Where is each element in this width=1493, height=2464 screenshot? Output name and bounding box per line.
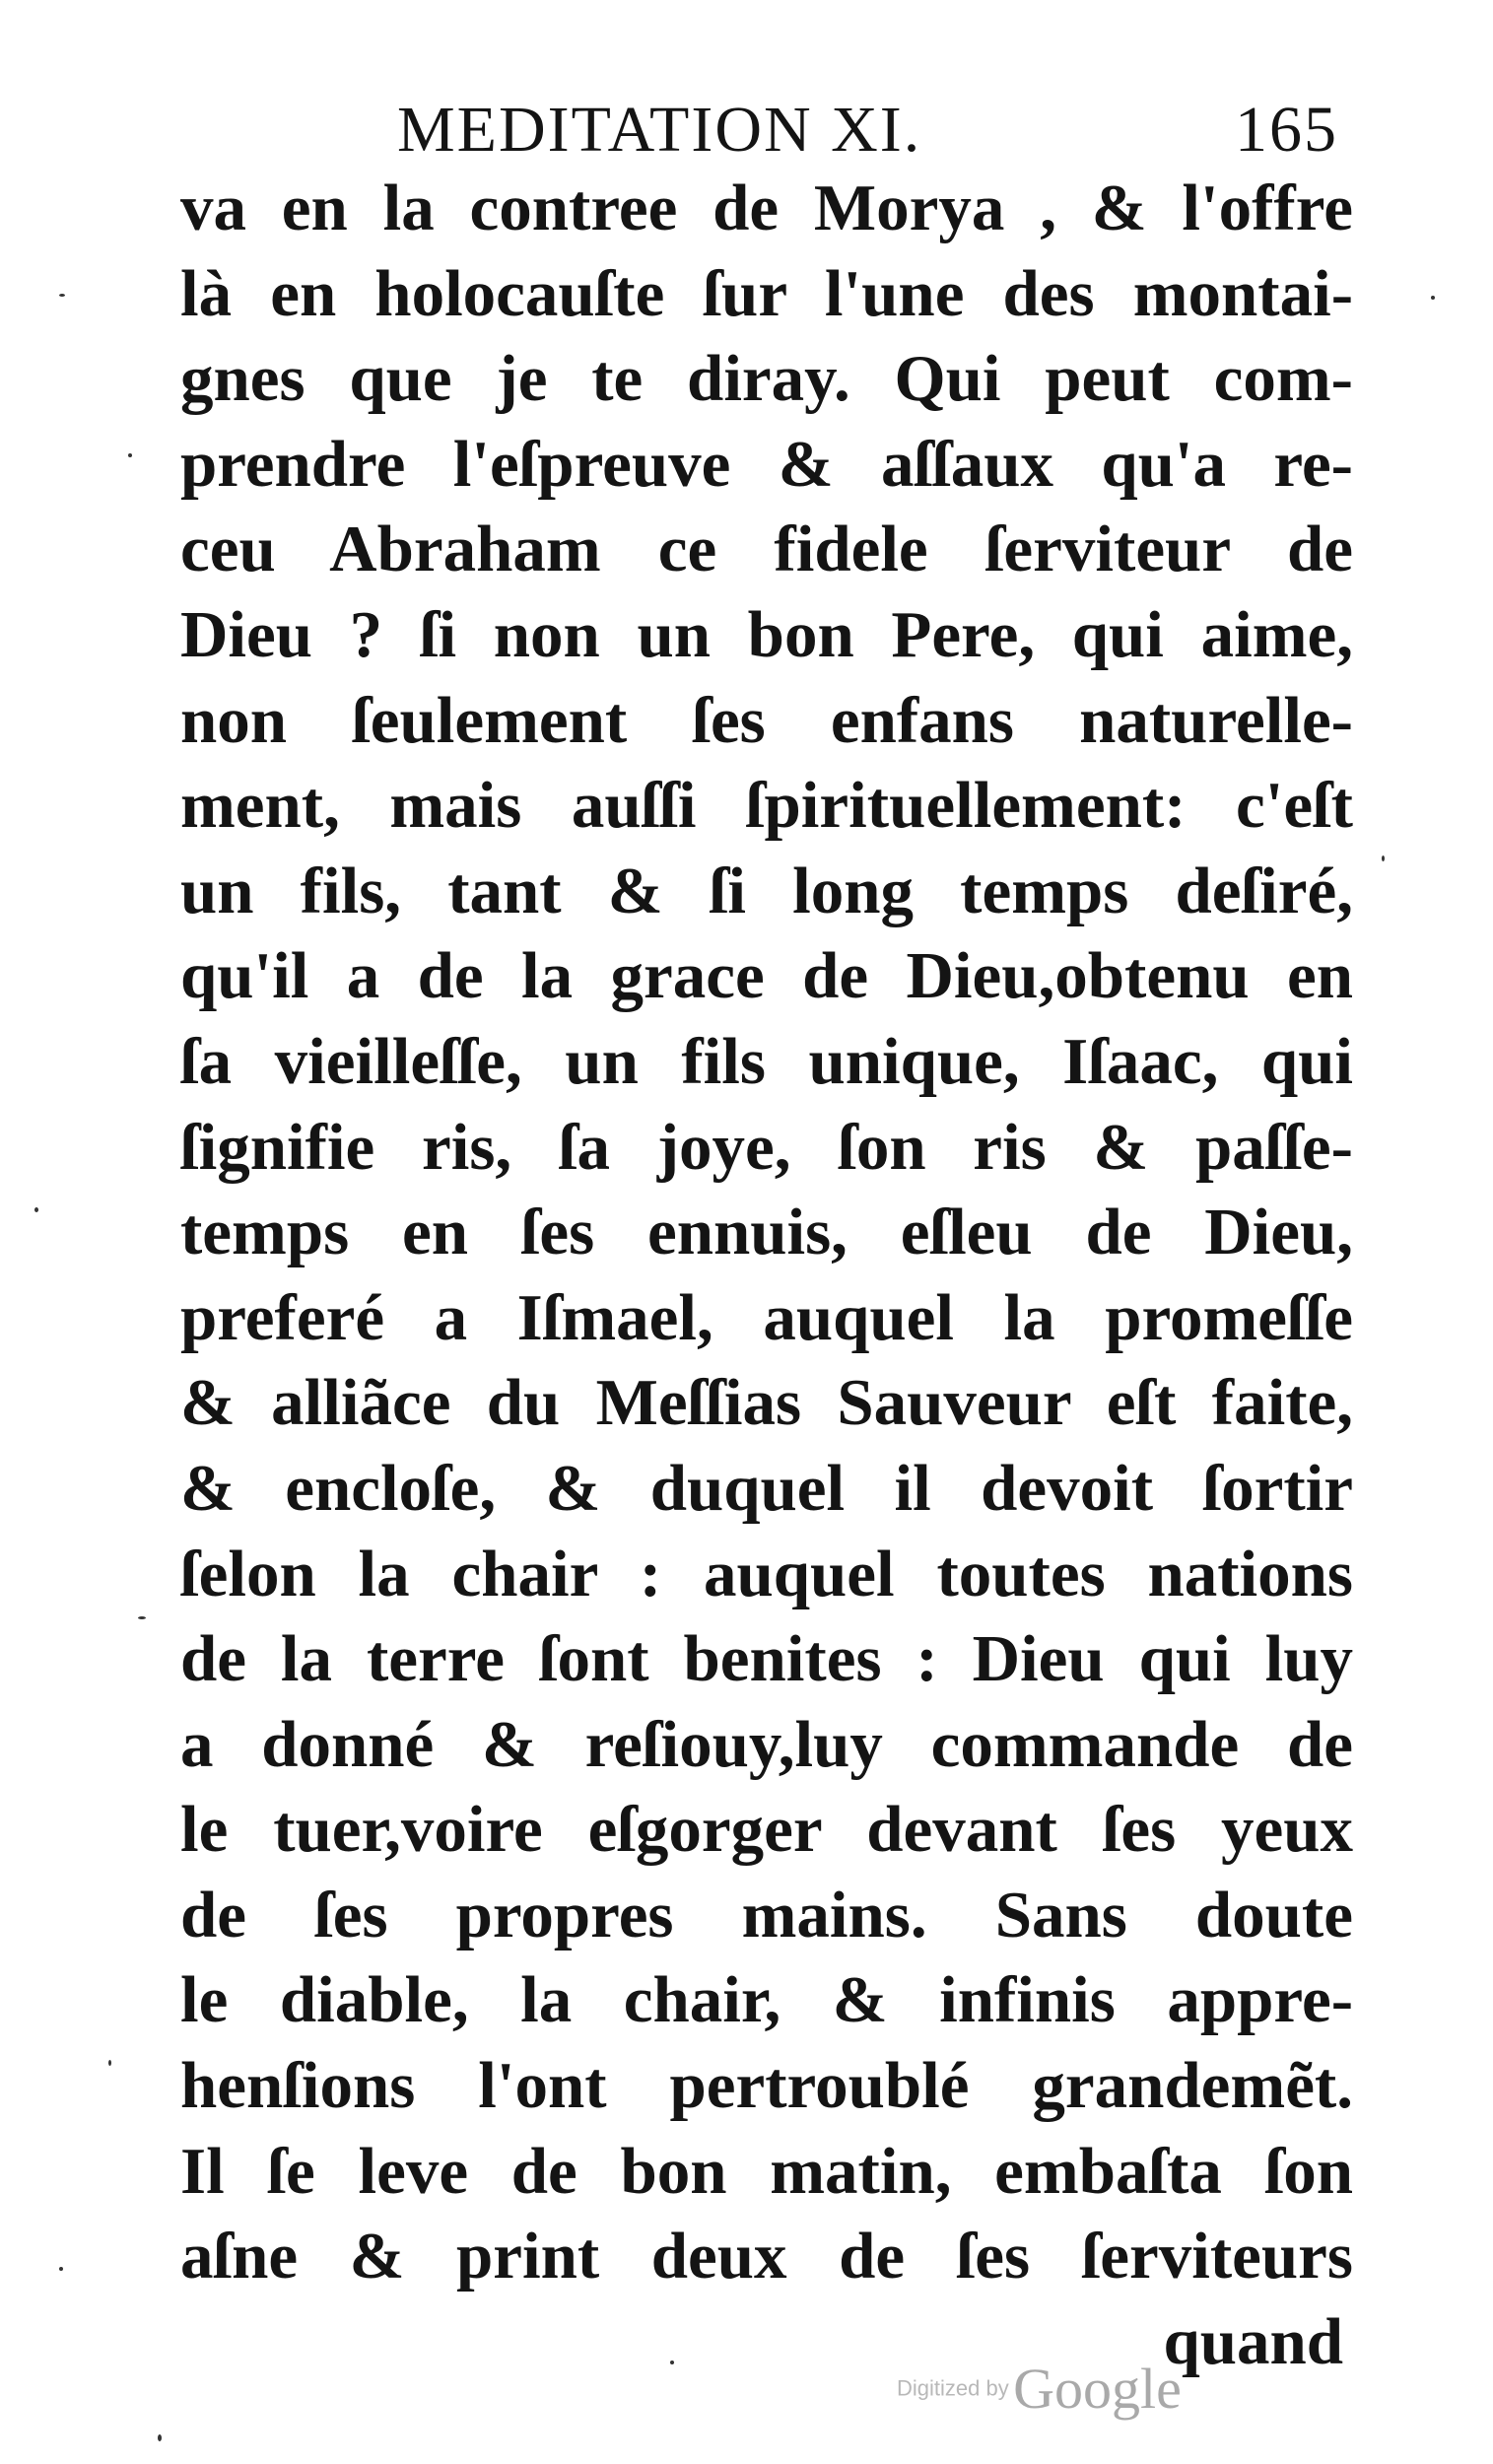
scan-speck	[1382, 856, 1385, 861]
text-line: de ſes propres mains. Sans doute	[180, 1878, 1353, 1951]
text-line: ſignifie ris, ſa joye, ſon ris & paſſe-	[180, 1110, 1353, 1184]
text-line: a donné & reſiouy,luy commande de	[180, 1707, 1353, 1781]
text-line: Il ſe leve de bon matin, embaſta ſon	[180, 2134, 1353, 2208]
text-line: qu'il a de la grace de Dieu,obtenu en	[180, 939, 1353, 1013]
text-line: temps en ſes ennuis, eſleu de Dieu,	[180, 1196, 1353, 1269]
text-line: aſne & print deux de ſes ſerviteurs	[180, 2220, 1353, 2293]
scan-speck	[34, 1207, 38, 1212]
text-line: ſelon la chair : auquel toutes nations	[180, 1537, 1353, 1610]
text-line: ment, mais auſſi ſpirituellement: c'eſt	[180, 769, 1353, 843]
text-line: de la terre ſont benites : Dieu qui luy	[180, 1622, 1353, 1696]
text-line: henſions l'ont pertroublé grandemẽt.	[180, 2049, 1353, 2123]
scan-speck	[59, 294, 65, 297]
scan-speck	[138, 1616, 146, 1619]
text-line: gnes que je te diray. Qui peut com-	[180, 342, 1353, 416]
running-title: MEDITATION XI.	[397, 94, 922, 166]
text-line: là en holocauſte ſur l'une des montai-	[180, 256, 1353, 330]
scan-speck	[59, 2267, 63, 2271]
text-line: va en la contree de Morya , & l'offre	[180, 171, 1353, 244]
text-line: le tuer,voire eſgorger devant ſes yeux	[180, 1793, 1353, 1867]
scan-speck	[1431, 296, 1435, 300]
text-line: non ſeulement ſes enfans naturelle-	[180, 683, 1353, 757]
scan-speck	[108, 2060, 111, 2066]
digitized-watermark	[897, 2356, 1311, 2434]
watermark-prefix: Digitized by	[897, 2375, 1009, 2401]
text-line: un fils, tant & ſi long temps deſiré,	[180, 854, 1353, 927]
scan-speck	[670, 2361, 674, 2364]
text-line: le diable, la chair, & infinis appre-	[180, 1963, 1353, 2037]
scan-speck	[158, 2434, 162, 2441]
text-line: prendre l'eſpreuve & aſſaux qu'a re-	[180, 427, 1353, 501]
page-number: 165	[1235, 94, 1338, 166]
page-header	[185, 91, 1348, 170]
text-line: ſa vieilleſſe, un fils unique, Iſaac, qui	[180, 1024, 1353, 1098]
catchword: quand	[1163, 2304, 1343, 2378]
text-line: preferé a Iſmael, auquel la promeſſe	[180, 1280, 1353, 1354]
text-line: Dieu ? ſi non un bon Pere, qui aime,	[180, 597, 1353, 671]
scan-speck	[128, 453, 132, 457]
text-line: & encloſe, & duquel il devoit ſortir	[180, 1451, 1353, 1525]
text-line: & alliãce du Meſſias Sauveur eſt faite,	[180, 1366, 1353, 1440]
body-text	[180, 166, 1353, 2384]
google-logo: Google	[1013, 2357, 1182, 2421]
text-line: ceu Abraham ce fidele ſerviteur de	[180, 513, 1353, 586]
